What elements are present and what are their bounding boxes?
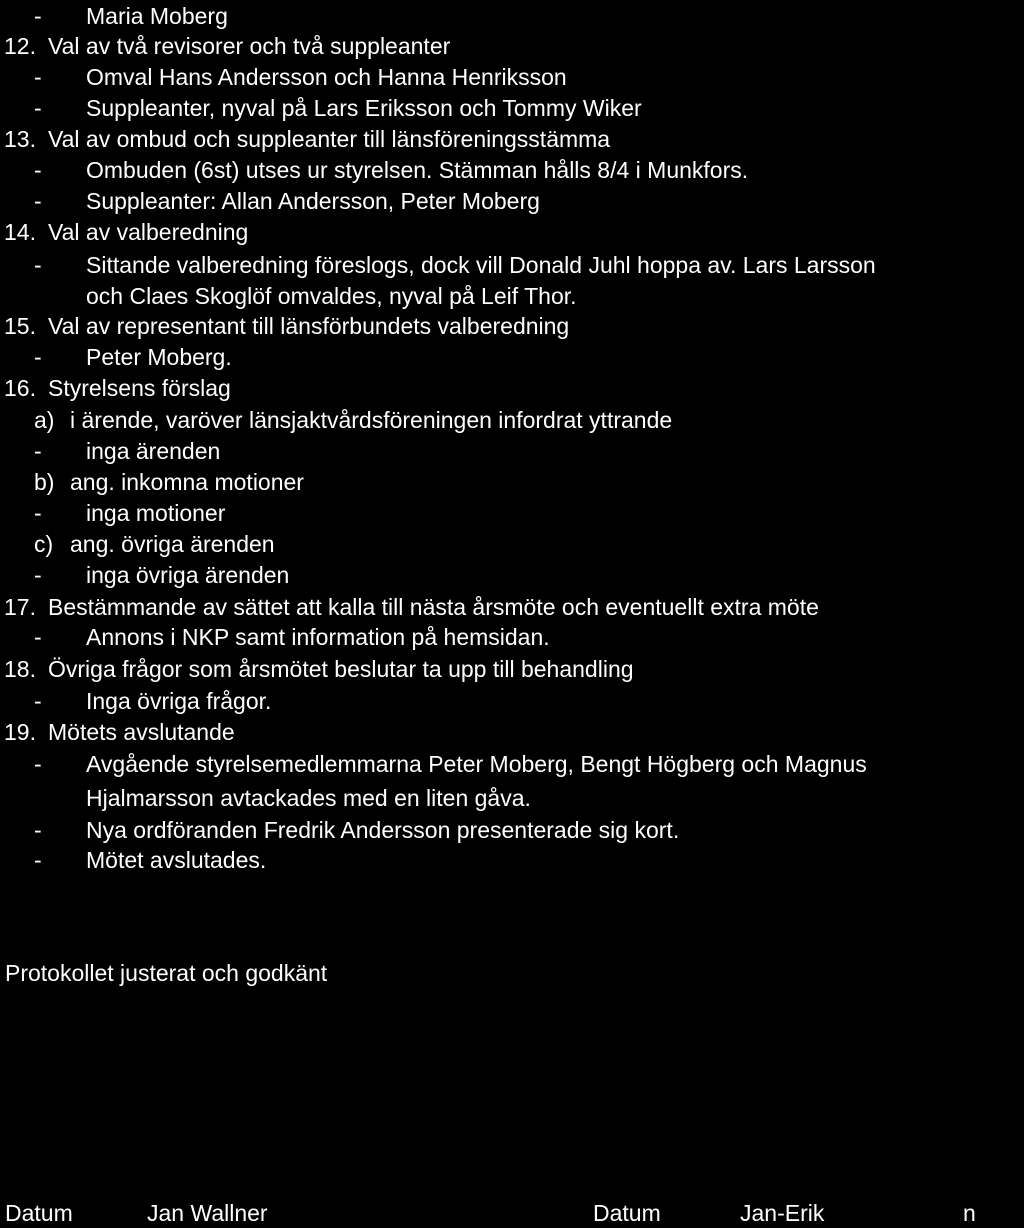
bullet-text: Omval Hans Andersson och Hanna Henriksson (86, 64, 567, 90)
sub-item-text: ang. inkomna motioner (70, 469, 304, 495)
item-number: 15. (4, 313, 36, 339)
sub-item-label: b) (34, 469, 55, 495)
datum-left-label: Datum (5, 1200, 73, 1226)
item-title: Val av valberedning (48, 219, 249, 245)
bullet-text: Sittande valberedning föreslogs, dock vill Donald Juhl hoppa av. Lars Larsson (86, 252, 876, 278)
item-number: 16. (4, 375, 36, 401)
item-title: Övriga frågor som årsmötet beslutar ta upp till behandling (48, 656, 634, 682)
bullet-text: inga ärenden (86, 438, 221, 464)
bullet-text: Nya ordföranden Fredrik Andersson presenterade sig kort. (86, 817, 680, 843)
signer-right-name-tail: n (963, 1200, 976, 1226)
bullet-text: Ombuden (6st) utses ur styrelsen. Stämman hålls 8/4 i Munkfors. (86, 157, 749, 183)
bullet-text: Avgående styrelsemedlemmarna Peter Moberg, Bengt Högberg och Magnus (86, 751, 867, 777)
bullet-text: Hjalmarsson avtackades med en liten gåva. (86, 785, 531, 811)
bullet-text: Mötet avslutades. (86, 847, 267, 873)
bullet-text: inga motioner (86, 500, 226, 526)
item-title: Val av ombud och suppleanter till länsföreningsstämma (48, 126, 611, 152)
item-title: Val av representant till länsförbundets valberedning (48, 313, 570, 339)
sub-item-text: ang. övriga ärenden (70, 531, 275, 557)
item-number: 18. (4, 656, 36, 682)
datum-right-label: Datum (593, 1200, 661, 1226)
bullet-text: Suppleanter: Allan Andersson, Peter Moberg (86, 188, 540, 214)
bullet-text: Annons i NKP samt information på hemsidan. (86, 624, 550, 650)
item-title: Bestämmande av sättet att kalla till nästa årsmöte och eventuellt extra möte (48, 594, 819, 620)
bullet-text: Peter Moberg. (86, 344, 232, 370)
signer-right-name: Jan-Erik (740, 1200, 825, 1226)
sub-item-label: a) (34, 407, 55, 433)
item-number: 17. (4, 594, 36, 620)
item-number: 12. (4, 33, 36, 59)
item-number: 14. (4, 219, 36, 245)
item-number: 19. (4, 719, 36, 745)
item-title: Val av två revisorer och två suppleanter (48, 33, 451, 59)
bullet-text: inga övriga ärenden (86, 562, 290, 588)
bullet-text: Maria Moberg (86, 3, 228, 29)
bullet-text: Suppleanter, nyval på Lars Eriksson och Tommy Wiker (86, 95, 642, 121)
sub-item-text: i ärende, varöver länsjaktvårdsföreningen infordrat yttrande (70, 407, 673, 433)
item-title: Mötets avslutande (48, 719, 235, 745)
item-title: Styrelsens förslag (48, 375, 231, 401)
sub-item-label: c) (34, 531, 54, 557)
bullet-text: Inga övriga frågor. (86, 688, 272, 714)
signer-left-name: Jan Wallner (147, 1200, 268, 1226)
bullet-text: och Claes Skoglöf omvaldes, nyval på Leif Thor. (86, 283, 577, 309)
item-number: 13. (4, 126, 36, 152)
